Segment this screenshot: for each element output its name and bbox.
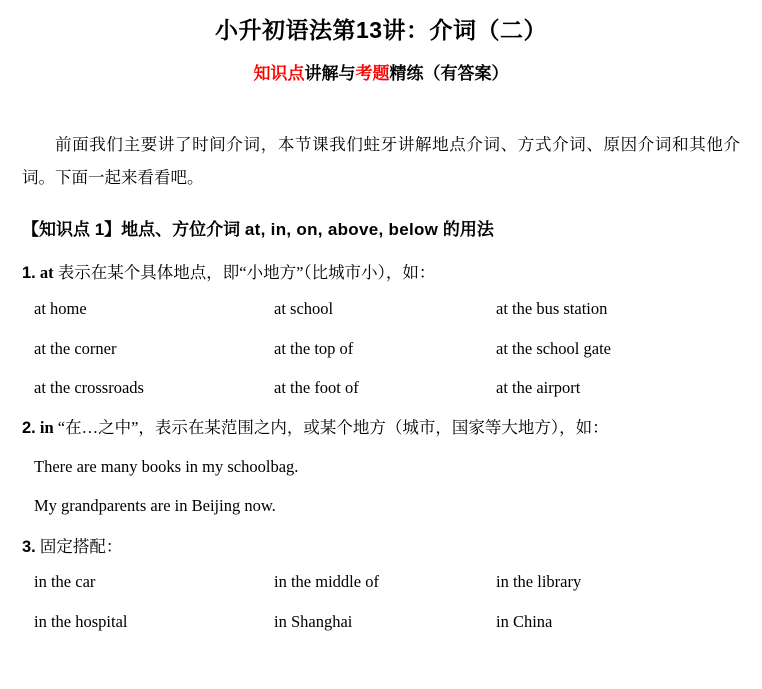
item-number-2: 2.	[22, 419, 36, 438]
phrase-cell: at home	[34, 298, 87, 318]
phrase-cell: in the hospital	[34, 611, 128, 631]
item-explanation-3: 固定搭配：	[39, 536, 123, 556]
subtitle-highlight-2: 考题	[355, 64, 390, 84]
phrase-cell: at the airport	[496, 378, 581, 398]
example-sentence: My grandparents are in Beijing now.	[34, 496, 276, 516]
subtitle-text-1: 讲解与	[304, 64, 356, 84]
document-page	[0, 14, 762, 689]
phrase-cell: at the corner	[34, 338, 117, 358]
document-body	[22, 128, 740, 632]
item-explanation-2: “在…之中”，表示在某范围之内，或某个地方（城市，国家等大地方），如：	[57, 418, 609, 438]
knowledge-point-heading	[22, 216, 740, 243]
item-keyword-2: in	[39, 418, 54, 438]
knowledge-point-english: at, in, on, above, below	[244, 219, 439, 239]
phrase-cell: in the library	[496, 572, 582, 592]
phrase-row	[34, 299, 740, 319]
phrase-cell: at the bus station	[496, 298, 608, 318]
phrase-cell: in China	[496, 611, 553, 631]
phrase-cell: in the middle of	[274, 572, 379, 592]
intro-paragraph: 前面我们主要讲了时间介词，本节课我们蛀牙讲解地点介词、方式介词、原因介词和其他介词。下面一起来看看吧。	[22, 134, 740, 187]
phrase-cell: at the crossroads	[34, 378, 144, 398]
phrase-row	[34, 572, 740, 592]
phrase-cell: in Shanghai	[274, 611, 353, 631]
page-title: 小升初语法第13讲：介词（二）	[214, 17, 548, 43]
knowledge-point-tail: 的用法	[438, 219, 494, 239]
list-item-1	[22, 260, 740, 287]
item-keyword-1: at	[39, 263, 54, 283]
phrase-cell: at the foot of	[274, 378, 359, 398]
example-sentence: There are many books in my schoolbag.	[34, 456, 299, 476]
list-item-3	[22, 534, 740, 561]
phrase-cell: at the school gate	[496, 338, 612, 358]
knowledge-point-label: 【知识点 1】地点、方位介词	[22, 219, 245, 239]
subtitle-highlight-1: 知识点	[253, 64, 305, 84]
phrase-row	[34, 378, 740, 398]
subtitle-text-2: 精练（有答案）	[389, 64, 509, 84]
page-subtitle	[0, 62, 762, 86]
phrase-cell: in the car	[34, 572, 96, 592]
phrase-row	[34, 339, 740, 359]
item-number-3: 3.	[22, 537, 36, 556]
item-explanation-1: 表示在某个具体地点，即“小地方”（比城市小），如：	[57, 263, 436, 283]
phrase-cell: at school	[274, 298, 334, 318]
phrase-row	[34, 612, 740, 632]
item-number-1: 1.	[22, 264, 36, 283]
list-item-2	[22, 415, 740, 442]
phrase-cell: at the top of	[274, 338, 354, 358]
